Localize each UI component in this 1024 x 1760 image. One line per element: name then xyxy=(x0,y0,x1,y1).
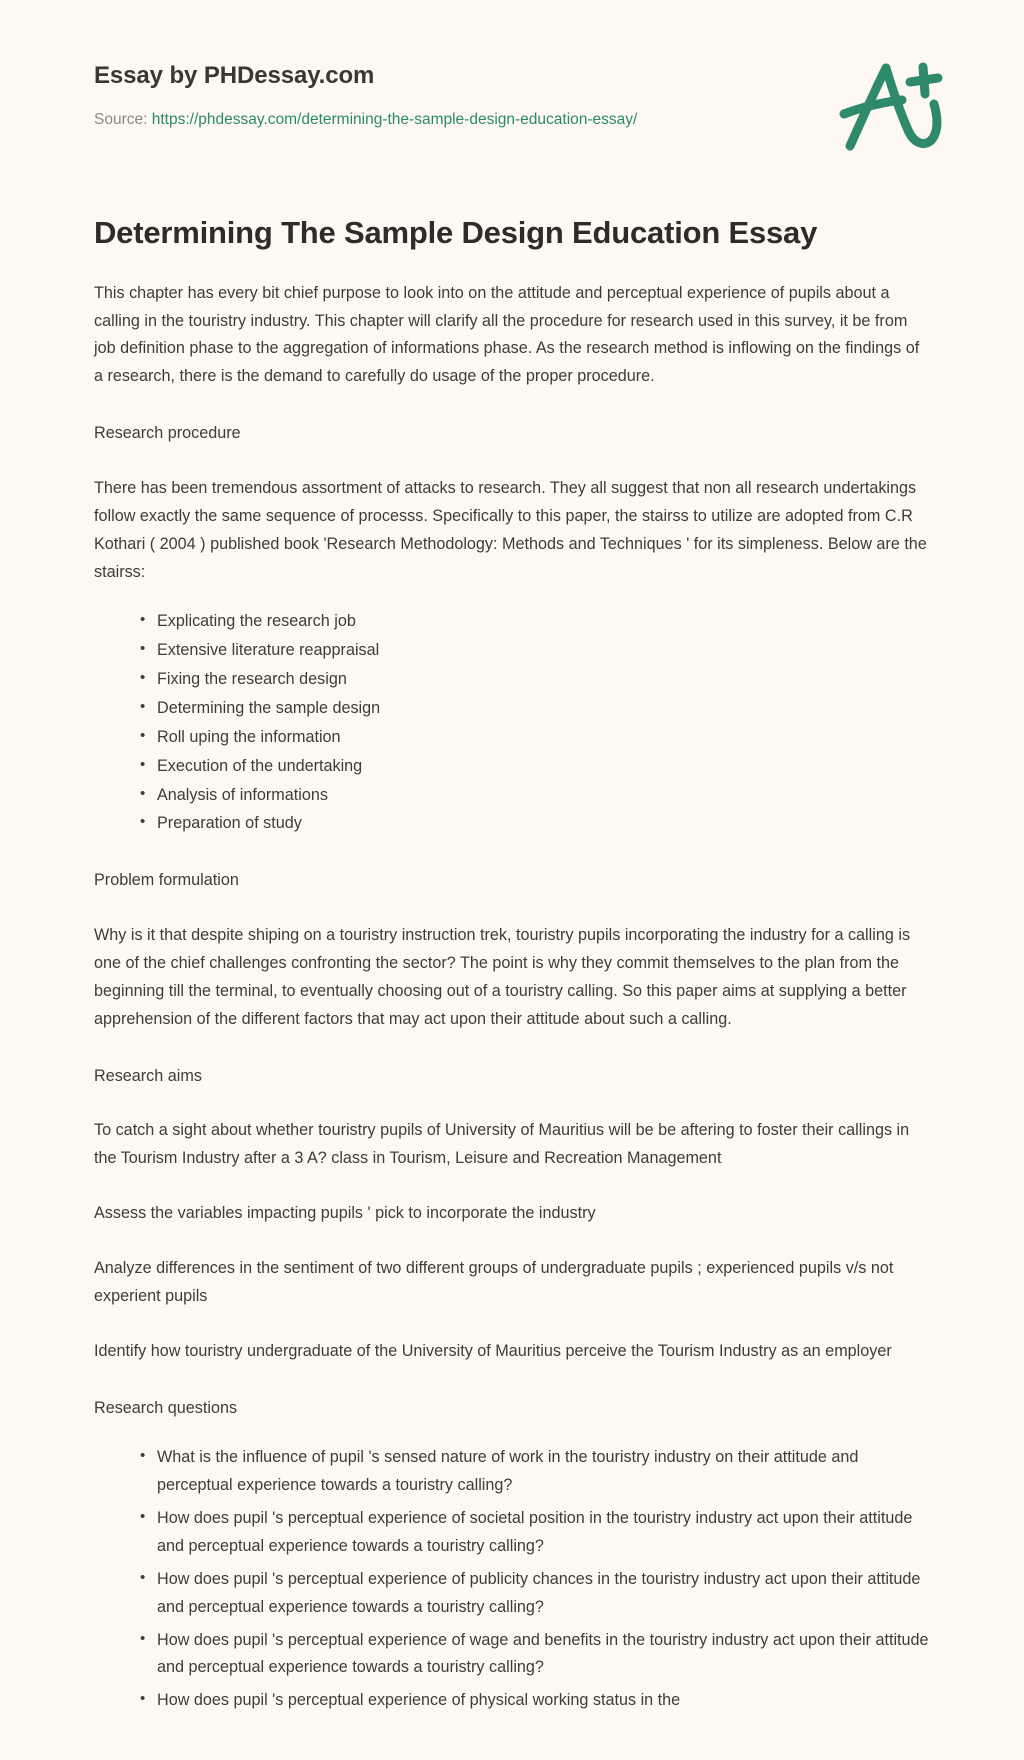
list-item: • Execution of the undertaking xyxy=(140,753,930,781)
source-url-link[interactable]: https://phdessay.com/determining-the-sample-design-education-essay/ xyxy=(151,110,638,128)
brand-title: Essay by PHDessay.com xyxy=(94,62,375,89)
source-line xyxy=(94,110,930,130)
list-item: • Explicating the research job xyxy=(140,608,930,636)
section-body-problem-formulation: Why is it that despite shiping on a touristry instruction trek, touristry pupils incorporating the industry for a calling is one of the chief challenges confronting the sector? The point is why they commit themselves to the plan from the beginning till the terminal, to eventually choosing out of a touristry calling. So this paper aims at supplying a better apprehension of the different factors that may act upon their attitude about such a calling. xyxy=(94,926,911,1028)
page-header xyxy=(0,0,1024,130)
section-heading-research-questions: Research questions xyxy=(94,1398,238,1417)
list-item: • Preparation of study xyxy=(140,810,930,838)
list-item: • What is the influence of pupil 's sensed nature of work in the touristry industry on their attitude and perceptual experience towards a touristry calling? xyxy=(140,1444,930,1500)
page-title: Determining The Sample Design Education Essay xyxy=(94,214,818,250)
list-item: • Analysis of informations xyxy=(140,782,930,810)
section-heading-research-aims: Research aims xyxy=(94,1066,202,1085)
section-heading-problem-formulation: Problem formulation xyxy=(94,871,239,890)
research-procedure-list xyxy=(94,608,930,838)
research-aim-paragraph: Analyze differences in the sentiment of two different groups of undergraduate pupils ; experienced pupils v/s not experient pupils xyxy=(94,1259,894,1305)
research-aim-paragraph: To catch a sight about whether touristry pupils of University of Mauritius will be be aftering to foster their callings in the Tourism Industry after a 3 A? class in Tourism, Leisure and Recreation Management xyxy=(94,1121,910,1168)
list-item: • Extensive literature reappraisal xyxy=(140,637,930,665)
list-item: • Roll uping the information xyxy=(140,724,930,752)
list-item: • How does pupil 's perceptual experience of wage and benefits in the touristry industry act upon their attitude and perceptual experience towards a touristry calling? xyxy=(140,1627,930,1683)
list-item: • How does pupil 's perceptual experience of physical working status in the xyxy=(140,1687,930,1715)
section-body-research-procedure: There has been tremendous assortment of attacks to research. They all suggest that non all research undertakings follow exactly the same sequence of processs. Specifically to this paper, the stairss to utilize are adopted from C.R Kothari ( 2004 ) published book 'Research Methodology: Methods and Techniques ' for its simpleness. Below are the stairss: xyxy=(94,478,927,581)
list-item: • How does pupil 's perceptual experience of publicity chances in the touristry industry act upon their attitude and perceptual experience towards a touristry calling? xyxy=(140,1566,930,1622)
source-label: Source: xyxy=(94,110,148,128)
list-item: • Determining the sample design xyxy=(140,695,930,723)
research-aim-paragraph: Identify how touristry undergraduate of the University of Mauritius perceive the Tourism Industry as an employer xyxy=(94,1341,892,1360)
research-questions-list xyxy=(94,1444,930,1715)
list-item: • How does pupil 's perceptual experience of societal position in the touristry industry act upon their attitude and perceptual experience towards a touristry calling? xyxy=(140,1505,930,1561)
list-item: • Fixing the research design xyxy=(140,666,930,694)
document-content xyxy=(0,214,1024,1760)
section-heading-research-procedure: Research procedure xyxy=(94,424,241,443)
a-plus-logo-icon xyxy=(834,52,950,156)
intro-paragraph: This chapter has every bit chief purpose to look into on the attitude and perceptual experience of pupils about a calling in the touristry industry. This chapter will clarify all the procedure for research used in this survey, it be from job definition phase to the aggregation of informations phase. As the research method is inflowing on the findings of a research, there is the demand to carefully do usage of the proper procedure. xyxy=(94,283,920,386)
research-aim-paragraph: Assess the variables impacting pupils ' pick to incorporate the industry xyxy=(94,1204,596,1223)
